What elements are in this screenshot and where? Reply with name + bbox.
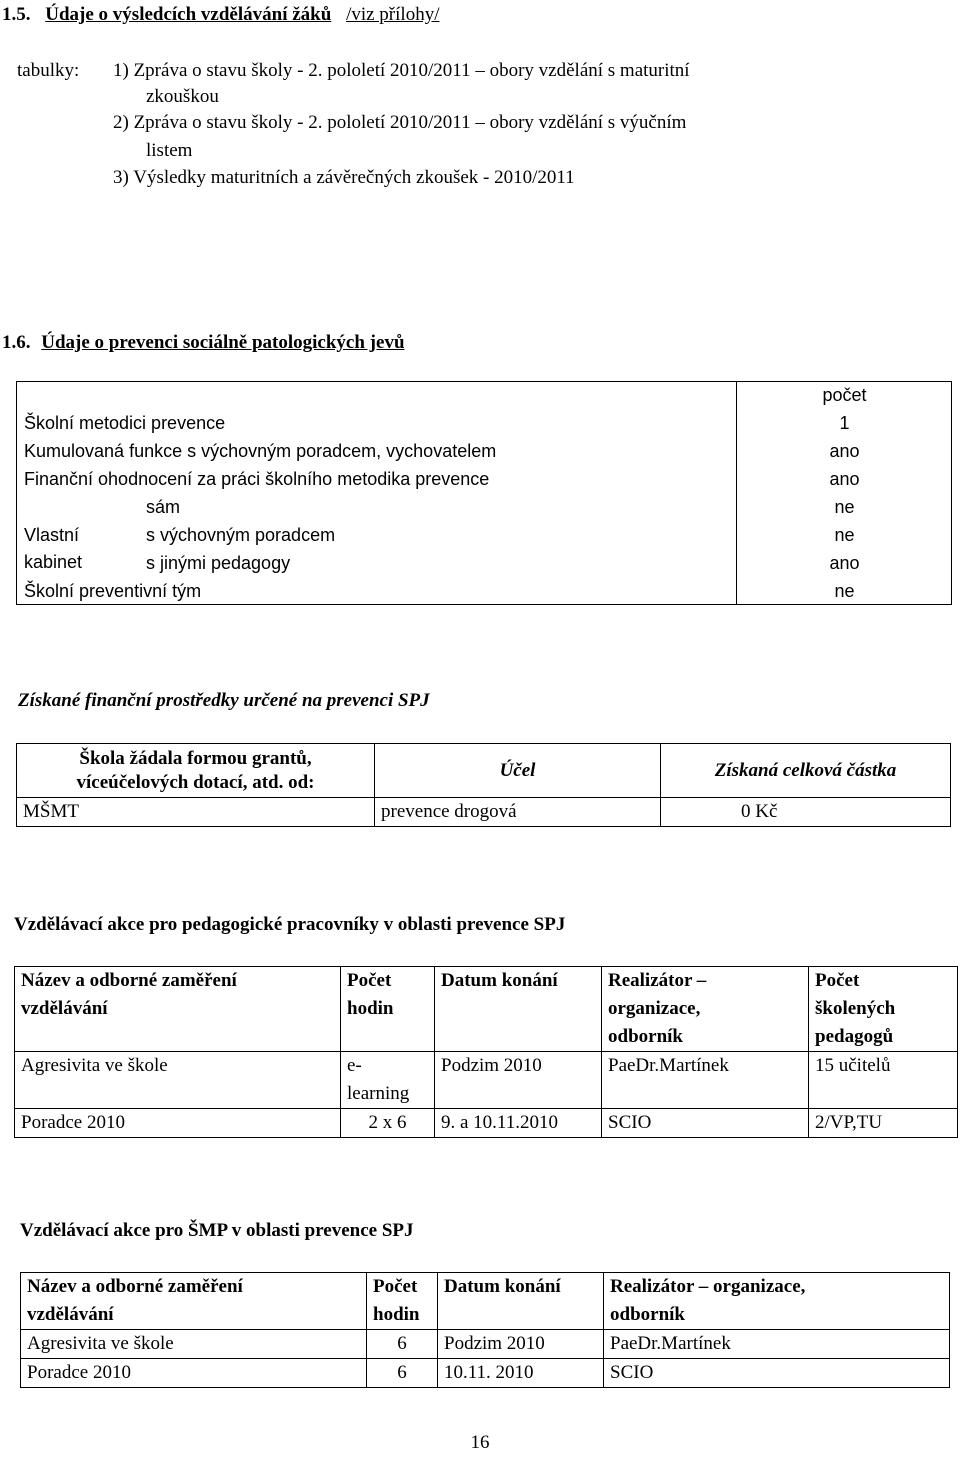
row-label: Finanční ohodnocení za práci školního metodika prevence (24, 469, 490, 489)
report-item-1: 1) Zpráva o stavu školy - 2. pololetí 2010/2011 – obory vzdělání s maturitní (113, 60, 690, 81)
section-number: 1.5. (2, 4, 31, 25)
header-line: Škola žádala formou grantů, (79, 747, 312, 769)
header-hours (341, 967, 435, 1052)
funds-header-amount: Získaná celková částka (661, 744, 951, 798)
funds-heading: Získané finanční prostředky určené na prevenci SPJ (18, 690, 430, 711)
table-row (21, 1330, 950, 1359)
header-line: odborník (610, 1304, 685, 1325)
cell-name: Poradce 2010 (15, 1109, 341, 1138)
row-label: Kumulovaná funkce s výchovným poradcem, vychovatelem (24, 441, 497, 461)
funds-amount: 0 Kč (661, 798, 951, 827)
table-row (21, 1359, 950, 1388)
header-line: Realizátor – (608, 970, 707, 991)
header-line: Realizátor – organizace, (610, 1276, 806, 1297)
cell-date: Podzim 2010 (435, 1052, 602, 1109)
header-line: vzdělávání (21, 998, 108, 1019)
header-trained (809, 967, 958, 1052)
cell-hours: 6 (367, 1330, 438, 1359)
row-value: 1 (839, 413, 850, 433)
section-suffix: /viz přílohy/ (346, 4, 440, 25)
row-value: ne (834, 581, 855, 601)
smp-training-table (20, 1272, 950, 1388)
funds-purpose: prevence drogová (375, 798, 661, 827)
header-line: hodin (373, 1304, 420, 1325)
cell-trained: 15 učitelů (809, 1052, 958, 1109)
row-value: ano (829, 553, 860, 573)
ped-training-heading: Vzdělávací akce pro pedagogické pracovníky v oblasti prevence SPJ (14, 914, 566, 935)
page-number: 16 (470, 1432, 490, 1453)
header-line: víceúčelových dotací, atd. od: (76, 771, 315, 793)
header-line: Počet (373, 1276, 418, 1297)
cell-name: Agresivita ve škole (21, 1330, 367, 1359)
funds-header-source (17, 744, 375, 798)
header-line: vzdělávání (27, 1304, 114, 1325)
header-line: odborník (608, 1026, 683, 1047)
header-name (21, 1273, 367, 1330)
cell-organizer: PaeDr.Martínek (604, 1330, 950, 1359)
report-item-3: 3) Výsledky maturitních a závěrečných zkoušek - 2010/2011 (113, 167, 575, 188)
header-name (15, 967, 341, 1052)
header-line: školených (815, 998, 896, 1019)
header-organizer (602, 967, 809, 1052)
report-item-2: 2) Zpráva o stavu školy - 2. pololetí 2010/2011 – obory vzdělání s výučním (113, 112, 687, 133)
row-label: Školní preventivní tým (24, 581, 202, 601)
funds-table (16, 743, 951, 827)
header-date: Datum konání (435, 967, 602, 1052)
report-item-2-cont: listem (146, 140, 193, 161)
row-value: ne (834, 525, 855, 545)
header-line: Počet (347, 970, 392, 991)
cell-organizer: SCIO (604, 1359, 950, 1388)
funds-header-purpose: Účel (375, 744, 661, 798)
smp-training-heading: Vzdělávací akce pro ŠMP v oblasti prevence SPJ (20, 1220, 414, 1241)
cell-line: learning (347, 1083, 410, 1104)
table-row (15, 1109, 958, 1138)
cell-date: 9. a 10.11.2010 (435, 1109, 602, 1138)
header-line: pedagogů (815, 1026, 894, 1047)
report-item-1-cont: zkouškou (146, 86, 219, 107)
cell-date: 10.11. 2010 (438, 1359, 604, 1388)
cell-hours (341, 1052, 435, 1109)
cell-date: Podzim 2010 (438, 1330, 604, 1359)
header-line: Počet (815, 970, 860, 991)
row-value: ano (829, 441, 860, 461)
funds-source: MŠMT (17, 798, 375, 827)
header-line: hodin (347, 998, 394, 1019)
section-title: Údaje o výsledcích vzdělávání žáků (45, 4, 332, 25)
cell-organizer: PaeDr.Martínek (602, 1052, 809, 1109)
cabinet-option: s jinými pedagogy (146, 553, 291, 573)
cell-name: Poradce 2010 (21, 1359, 367, 1388)
cabinet-label: Vlastní (24, 525, 80, 545)
cabinet-option: s výchovným poradcem (146, 525, 336, 545)
tables-label: tabulky: (17, 60, 80, 81)
count-header: počet (822, 385, 867, 405)
header-hours (367, 1273, 438, 1330)
ped-training-table (14, 966, 958, 1138)
section-title: Údaje o prevenci sociálně patologických jevů (41, 332, 405, 353)
section-number: 1.6. (2, 332, 31, 353)
header-organizer (604, 1273, 950, 1330)
cell-hours: 6 (367, 1359, 438, 1388)
row-label: Školní metodici prevence (24, 413, 226, 433)
header-line: organizace, (608, 998, 701, 1019)
section-1-5-heading (2, 4, 439, 26)
cell-name: Agresivita ve škole (15, 1052, 341, 1109)
cell-hours: 2 x 6 (341, 1109, 435, 1138)
row-value: ne (834, 497, 855, 517)
header-date: Datum konání (438, 1273, 604, 1330)
cabinet-option: sám (146, 497, 181, 517)
table-row (15, 1052, 958, 1109)
header-line: Název a odborné zaměření (27, 1276, 243, 1297)
header-line: Název a odborné zaměření (21, 970, 237, 991)
section-1-6-heading (2, 332, 405, 354)
row-value: ano (829, 469, 860, 489)
cabinet-label: kabinet (24, 552, 83, 572)
cell-organizer: SCIO (602, 1109, 809, 1138)
cell-line: e- (347, 1055, 362, 1076)
cell-trained: 2/VP,TU (809, 1109, 958, 1138)
